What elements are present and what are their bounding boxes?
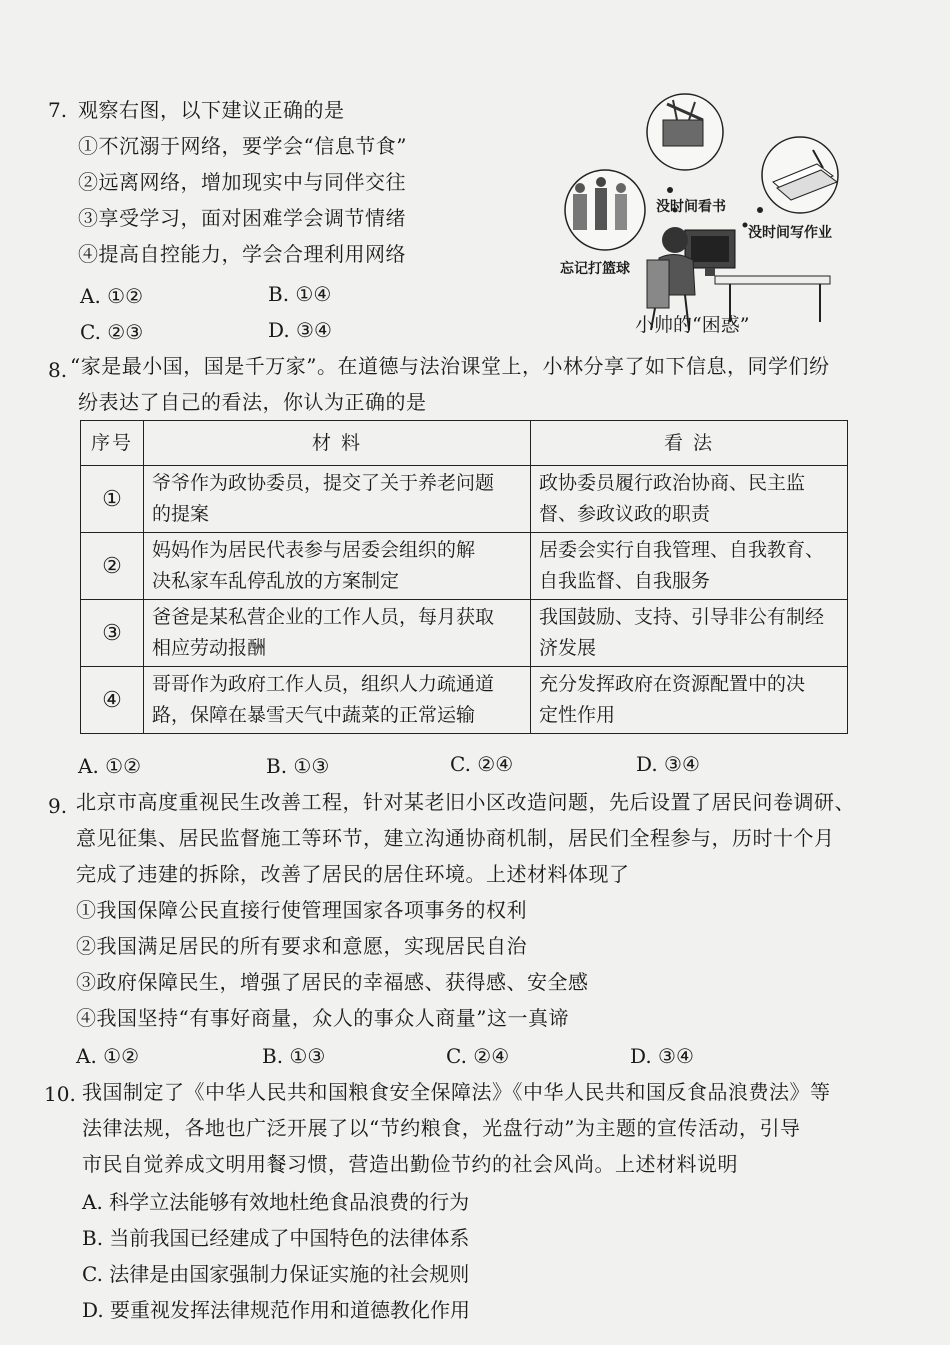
q9-option-d[interactable]: D. ③④: [630, 1044, 694, 1068]
q10-stem-line1: 我国制定了《中华人民共和国粮食安全保障法》《中华人民共和国反食品浪费法》等: [82, 1080, 831, 1104]
q7-item-2: ②远离网络，增加现实中与同伴交往: [78, 170, 406, 194]
q10-stem-line3: 市民自觉养成文明用餐习惯，营造出勤俭节约的社会风尚。上述材料说明: [82, 1152, 738, 1176]
q9-stem-line2: 意见征集、居民监督施工等环节，建立沟通协商机制，居民们全程参与，历时十个月: [76, 826, 835, 850]
label-forgot-basketball: 忘记打篮球: [560, 261, 630, 277]
q9-item-4: ④我国坚持“有事好商量，众人的事众人商量”这一真谛: [76, 1006, 569, 1030]
q8-option-d[interactable]: D. ③④: [636, 752, 700, 776]
row-number: ④: [81, 667, 144, 734]
q10-option-c[interactable]: C. 法律是由国家强制力保证实施的社会规则: [82, 1262, 470, 1286]
q7-stem: 观察右图，以下建议正确的是: [78, 98, 345, 122]
q9-number: 9.: [48, 794, 68, 818]
q7-number: 7.: [48, 98, 68, 122]
row-number: ①: [81, 466, 144, 533]
row-view: 我国鼓励、支持、引导非公有制经 济发展: [531, 600, 848, 667]
row-number: ③: [81, 600, 144, 667]
figure-caption: 小帅的“困惑”: [635, 314, 750, 336]
label-no-time-read: 没时间看书: [656, 199, 726, 215]
table-row: [81, 667, 848, 734]
q10-stem-line2: 法律法规，各地也广泛开展了以“节约粮食，光盘行动”为主题的宣传活动，引导: [82, 1116, 801, 1140]
table-row: [81, 466, 848, 533]
row-material: 妈妈作为居民代表参与居委会组织的解 决私家车乱停乱放的方案制定: [144, 533, 531, 600]
q8-option-a[interactable]: A. ①②: [78, 754, 142, 778]
q9-option-a[interactable]: A. ①②: [76, 1044, 140, 1068]
q8-table: [80, 420, 848, 734]
q7-option-c[interactable]: C. ②③: [80, 320, 144, 344]
header-view: 看 法: [531, 421, 848, 466]
row-material: 爸爸是某私营企业的工作人员，每月获取 相应劳动报酬: [144, 600, 531, 667]
row-material: 哥哥作为政府工作人员，组织人力疏通道 路，保障在暴雪天气中蔬菜的正常运输: [144, 667, 531, 734]
q9-item-1: ①我国保障公民直接行使管理国家各项事务的权利: [76, 898, 527, 922]
header-number: 序号: [81, 421, 144, 466]
q8-stem-line2: 纷表达了自己的看法，你认为正确的是: [78, 390, 427, 414]
row-view: 居委会实行自我管理、自我教育、 自我监督、自我服务: [531, 533, 848, 600]
q10-option-a[interactable]: A. 科学立法能够有效地杜绝食品浪费的行为: [82, 1190, 470, 1214]
q9-item-2: ②我国满足居民的所有要求和意愿，实现居民自治: [76, 934, 527, 958]
q8-option-b[interactable]: B. ①③: [266, 754, 330, 778]
label-no-time-homework: 没时间写作业: [748, 225, 832, 241]
q7-item-4: ④提高自控能力，学会合理利用网络: [78, 242, 406, 266]
q9-option-b[interactable]: B. ①③: [262, 1044, 326, 1068]
q7-option-d[interactable]: D. ③④: [268, 318, 332, 342]
q9-stem-line1: 北京市高度重视民生改善工程，针对某老旧小区改造问题，先后设置了居民问卷调研、: [76, 790, 855, 814]
q9-item-3: ③政府保障民生，增强了居民的幸福感、获得感、安全感: [76, 970, 589, 994]
q7-option-b[interactable]: B. ①④: [268, 282, 332, 306]
q7-option-a[interactable]: A. ①②: [80, 284, 144, 308]
q8-stem-line1: “家是最小国，国是千万家”。在道德与法治课堂上，小林分享了如下信息，同学们纷: [70, 354, 830, 378]
q7-item-1: ①不沉溺于网络，要学会“信息节食”: [78, 134, 407, 158]
table-row: [81, 600, 848, 667]
header-material: 材 料: [144, 421, 531, 466]
q10-number: 10.: [44, 1082, 76, 1106]
row-number: ②: [81, 533, 144, 600]
q10-option-b[interactable]: B. 当前我国已经建成了中国特色的法律体系: [82, 1226, 470, 1250]
q7-item-3: ③享受学习，面对困难学会调节情绪: [78, 206, 406, 230]
row-view: 政协委员履行政治协商、民主监 督、参政议政的职责: [531, 466, 848, 533]
q9-stem-line3: 完成了违建的拆除，改善了居民的居住环境。上述材料体现了: [76, 862, 630, 886]
q8-number: 8.: [48, 358, 68, 382]
q8-option-c[interactable]: C. ②④: [450, 752, 514, 776]
table-row: [81, 533, 848, 600]
row-view: 充分发挥政府在资源配置中的决 定性作用: [531, 667, 848, 734]
q9-option-c[interactable]: C. ②④: [446, 1044, 510, 1068]
q10-option-d[interactable]: D. 要重视发挥法律规范作用和道德教化作用: [82, 1298, 471, 1322]
row-material: 爷爷作为政协委员，提交了关于养老问题 的提案: [144, 466, 531, 533]
